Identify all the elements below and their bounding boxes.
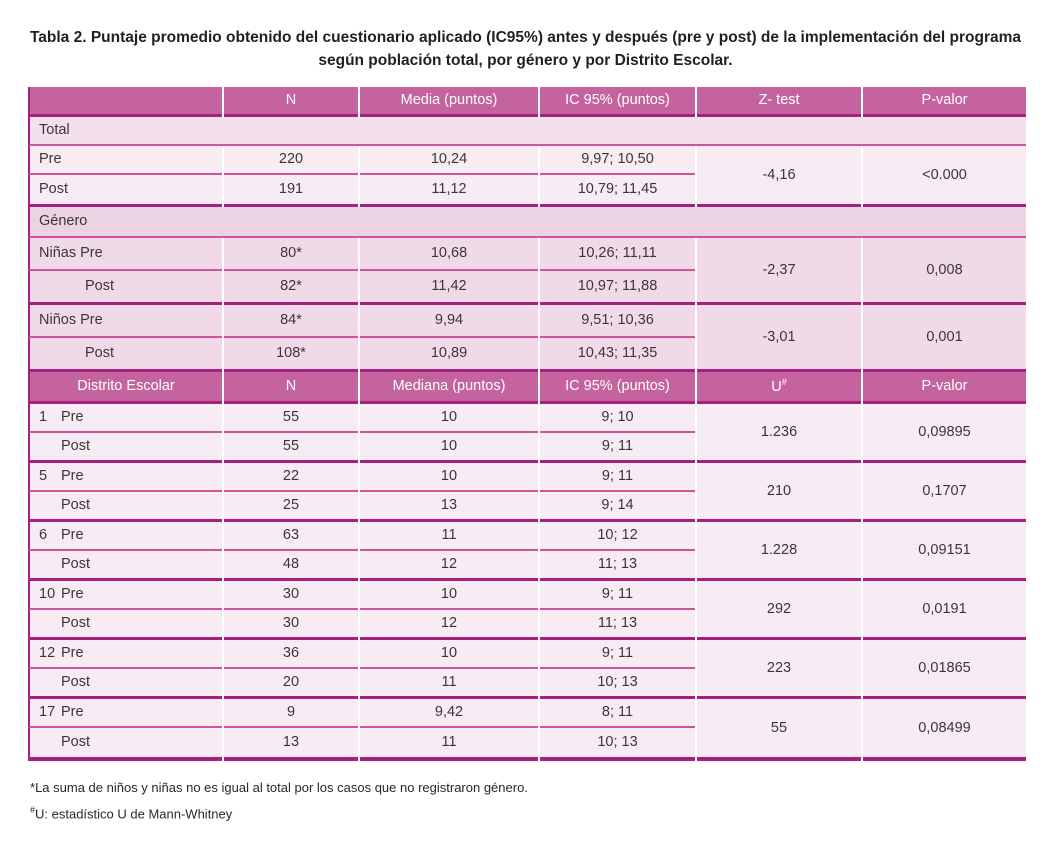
ic-cell: 9; 10 <box>540 404 695 433</box>
footnote-text: U: estadístico U de Mann-Whitney <box>35 805 233 821</box>
pre-label: Pre <box>61 586 84 602</box>
ic-cell: 9; 11 <box>540 581 695 610</box>
media-cell: 10,68 <box>360 238 538 271</box>
ic-cell: 11; 13 <box>540 551 695 581</box>
district-number: 10 <box>39 586 56 602</box>
mediana-cell: 10 <box>360 640 538 669</box>
col-header-ic95: IC 95% (puntos) <box>540 87 695 117</box>
section-row-total <box>28 117 1026 146</box>
mediana-cell: 11 <box>360 522 538 551</box>
col-header-u <box>697 372 861 404</box>
mediana-cell: 11 <box>360 669 538 699</box>
row-label-cell: Post <box>28 338 222 372</box>
table-row-ninos-pre <box>28 305 1026 338</box>
pvalor-cell: 0,0191 <box>863 581 1026 640</box>
row-label-cell <box>28 581 222 610</box>
header-row-main <box>28 87 1026 117</box>
table-row-d17-pre <box>28 699 1026 728</box>
ic-cell: 9; 11 <box>540 640 695 669</box>
col-header-mediana: Mediana (puntos) <box>360 372 538 404</box>
ic-cell: 9; 14 <box>540 492 695 522</box>
pre-label: Pre <box>61 468 84 484</box>
n-cell: 191 <box>224 175 358 207</box>
section-row-genero <box>28 207 1026 238</box>
section-label-genero: Género <box>28 207 1026 238</box>
pvalor-cell: 0,08499 <box>863 699 1026 761</box>
media-cell: 11,12 <box>360 175 538 207</box>
pvalor-cell: 0,01865 <box>863 640 1026 699</box>
table-row-total-pre <box>28 146 1026 175</box>
pvalor-cell: 0,09151 <box>863 522 1026 581</box>
pre-label: Pre <box>61 704 84 720</box>
u-cell: 1.228 <box>697 522 861 581</box>
row-label-cell: Post <box>28 728 222 761</box>
ic-cell: 10,97; 11,88 <box>540 271 695 305</box>
n-cell: 30 <box>224 610 358 640</box>
row-label-cell: Post <box>28 433 222 463</box>
pvalor-cell: <0.000 <box>863 146 1026 207</box>
row-label-cell: Post <box>28 610 222 640</box>
row-label-cell: Post <box>28 175 222 207</box>
row-label-cell: Niñas Pre <box>28 238 222 271</box>
media-cell: 10,24 <box>360 146 538 175</box>
footnote-marker: * <box>30 779 36 795</box>
district-number: 12 <box>39 645 56 661</box>
n-cell: 108* <box>224 338 358 372</box>
row-label-cell: Niños Pre <box>28 305 222 338</box>
n-cell: 36 <box>224 640 358 669</box>
ic-cell: 10,43; 11,35 <box>540 338 695 372</box>
ic-cell: 8; 11 <box>540 699 695 728</box>
u-cell: 223 <box>697 640 861 699</box>
mediana-cell: 12 <box>360 610 538 640</box>
ic-cell: 10; 13 <box>540 669 695 699</box>
col-header-ic95-2: IC 95% (puntos) <box>540 372 695 404</box>
n-cell: 48 <box>224 551 358 581</box>
col-header-distrito: Distrito Escolar <box>28 372 222 404</box>
u-header-superscript: # <box>781 377 787 388</box>
n-cell: 55 <box>224 433 358 463</box>
mediana-cell: 10 <box>360 581 538 610</box>
table-row-d10-pre <box>28 581 1026 610</box>
mediana-cell: 12 <box>360 551 538 581</box>
n-cell: 9 <box>224 699 358 728</box>
table-row-ninas-pre <box>28 238 1026 271</box>
mediana-cell: 9,42 <box>360 699 538 728</box>
n-cell: 20 <box>224 669 358 699</box>
row-label-cell <box>28 522 222 551</box>
ic-cell: 9; 11 <box>540 433 695 463</box>
ztest-cell: -2,37 <box>697 238 861 305</box>
mediana-cell: 10 <box>360 433 538 463</box>
row-label-cell: Post <box>28 669 222 699</box>
ztest-cell: -3,01 <box>697 305 861 372</box>
footnote-u-statistic <box>30 801 1051 827</box>
row-label-cell <box>28 404 222 433</box>
n-cell: 22 <box>224 463 358 492</box>
u-cell: 55 <box>697 699 861 761</box>
pre-label: Pre <box>61 409 84 425</box>
results-table <box>26 87 1028 761</box>
header-row-distrito <box>28 372 1026 404</box>
pre-label: Pre <box>61 645 84 661</box>
ic-cell: 10,26; 11,11 <box>540 238 695 271</box>
media-cell: 10,89 <box>360 338 538 372</box>
n-cell: 13 <box>224 728 358 761</box>
table-row-d6-pre <box>28 522 1026 551</box>
n-cell: 63 <box>224 522 358 551</box>
n-cell: 80* <box>224 238 358 271</box>
district-number: 1 <box>39 409 48 425</box>
col-header-n2: N <box>224 372 358 404</box>
ic-cell: 9,51; 10,36 <box>540 305 695 338</box>
row-label-cell: Post <box>28 271 222 305</box>
ic-cell: 10; 12 <box>540 522 695 551</box>
district-number: 5 <box>39 468 48 484</box>
row-label-cell: Pre <box>28 146 222 175</box>
mediana-cell: 11 <box>360 728 538 761</box>
col-header-n: N <box>224 87 358 117</box>
n-cell: 25 <box>224 492 358 522</box>
table-row-d12-pre <box>28 640 1026 669</box>
footnotes <box>30 775 1051 827</box>
table-title: Tabla 2. Puntaje promedio obtenido del cuestionario aplicado (IC95%) antes y después (pre y post) de la implementación del programa según población total, por género y por Distrito Escolar. <box>29 29 1022 70</box>
row-label-cell <box>28 463 222 492</box>
row-label-cell <box>28 699 222 728</box>
row-label-cell: Post <box>28 551 222 581</box>
n-cell: 30 <box>224 581 358 610</box>
footnote-text: La suma de niños y niñas no es igual al total por los casos que no registraron género. <box>35 779 528 795</box>
media-cell: 11,42 <box>360 271 538 305</box>
col-header-empty <box>28 87 222 117</box>
district-number: 17 <box>39 704 56 720</box>
pvalor-cell: 0,008 <box>863 238 1026 305</box>
u-cell: 1.236 <box>697 404 861 463</box>
ic-cell: 9; 11 <box>540 463 695 492</box>
row-label-cell <box>28 640 222 669</box>
pre-label: Pre <box>61 527 84 543</box>
ic-cell: 10; 13 <box>540 728 695 761</box>
ic-cell: 10,79; 11,45 <box>540 175 695 207</box>
n-cell: 55 <box>224 404 358 433</box>
table-row-d1-pre <box>28 404 1026 433</box>
u-cell: 292 <box>697 581 861 640</box>
col-header-media: Media (puntos) <box>360 87 538 117</box>
mediana-cell: 13 <box>360 492 538 522</box>
row-label-cell: Post <box>28 492 222 522</box>
u-cell: 210 <box>697 463 861 522</box>
ztest-cell: -4,16 <box>697 146 861 207</box>
col-header-pvalor2: P-valor <box>863 372 1026 404</box>
footnote-gender <box>30 775 1051 801</box>
pvalor-cell: 0,1707 <box>863 463 1026 522</box>
section-label-total: Total <box>28 117 1026 146</box>
pvalor-cell: 0,001 <box>863 305 1026 372</box>
ic-cell: 11; 13 <box>540 610 695 640</box>
col-header-ztest: Z- test <box>697 87 861 117</box>
mediana-cell: 10 <box>360 404 538 433</box>
district-number: 6 <box>39 527 48 543</box>
u-header-label: U <box>771 378 782 395</box>
pvalor-cell: 0,09895 <box>863 404 1026 463</box>
n-cell: 220 <box>224 146 358 175</box>
table-row-d5-pre <box>28 463 1026 492</box>
footnote-marker: # <box>30 804 36 815</box>
mediana-cell: 10 <box>360 463 538 492</box>
col-header-pvalor: P-valor <box>863 87 1026 117</box>
n-cell: 84* <box>224 305 358 338</box>
media-cell: 9,94 <box>360 305 538 338</box>
ic-cell: 9,97; 10,50 <box>540 146 695 175</box>
n-cell: 82* <box>224 271 358 305</box>
